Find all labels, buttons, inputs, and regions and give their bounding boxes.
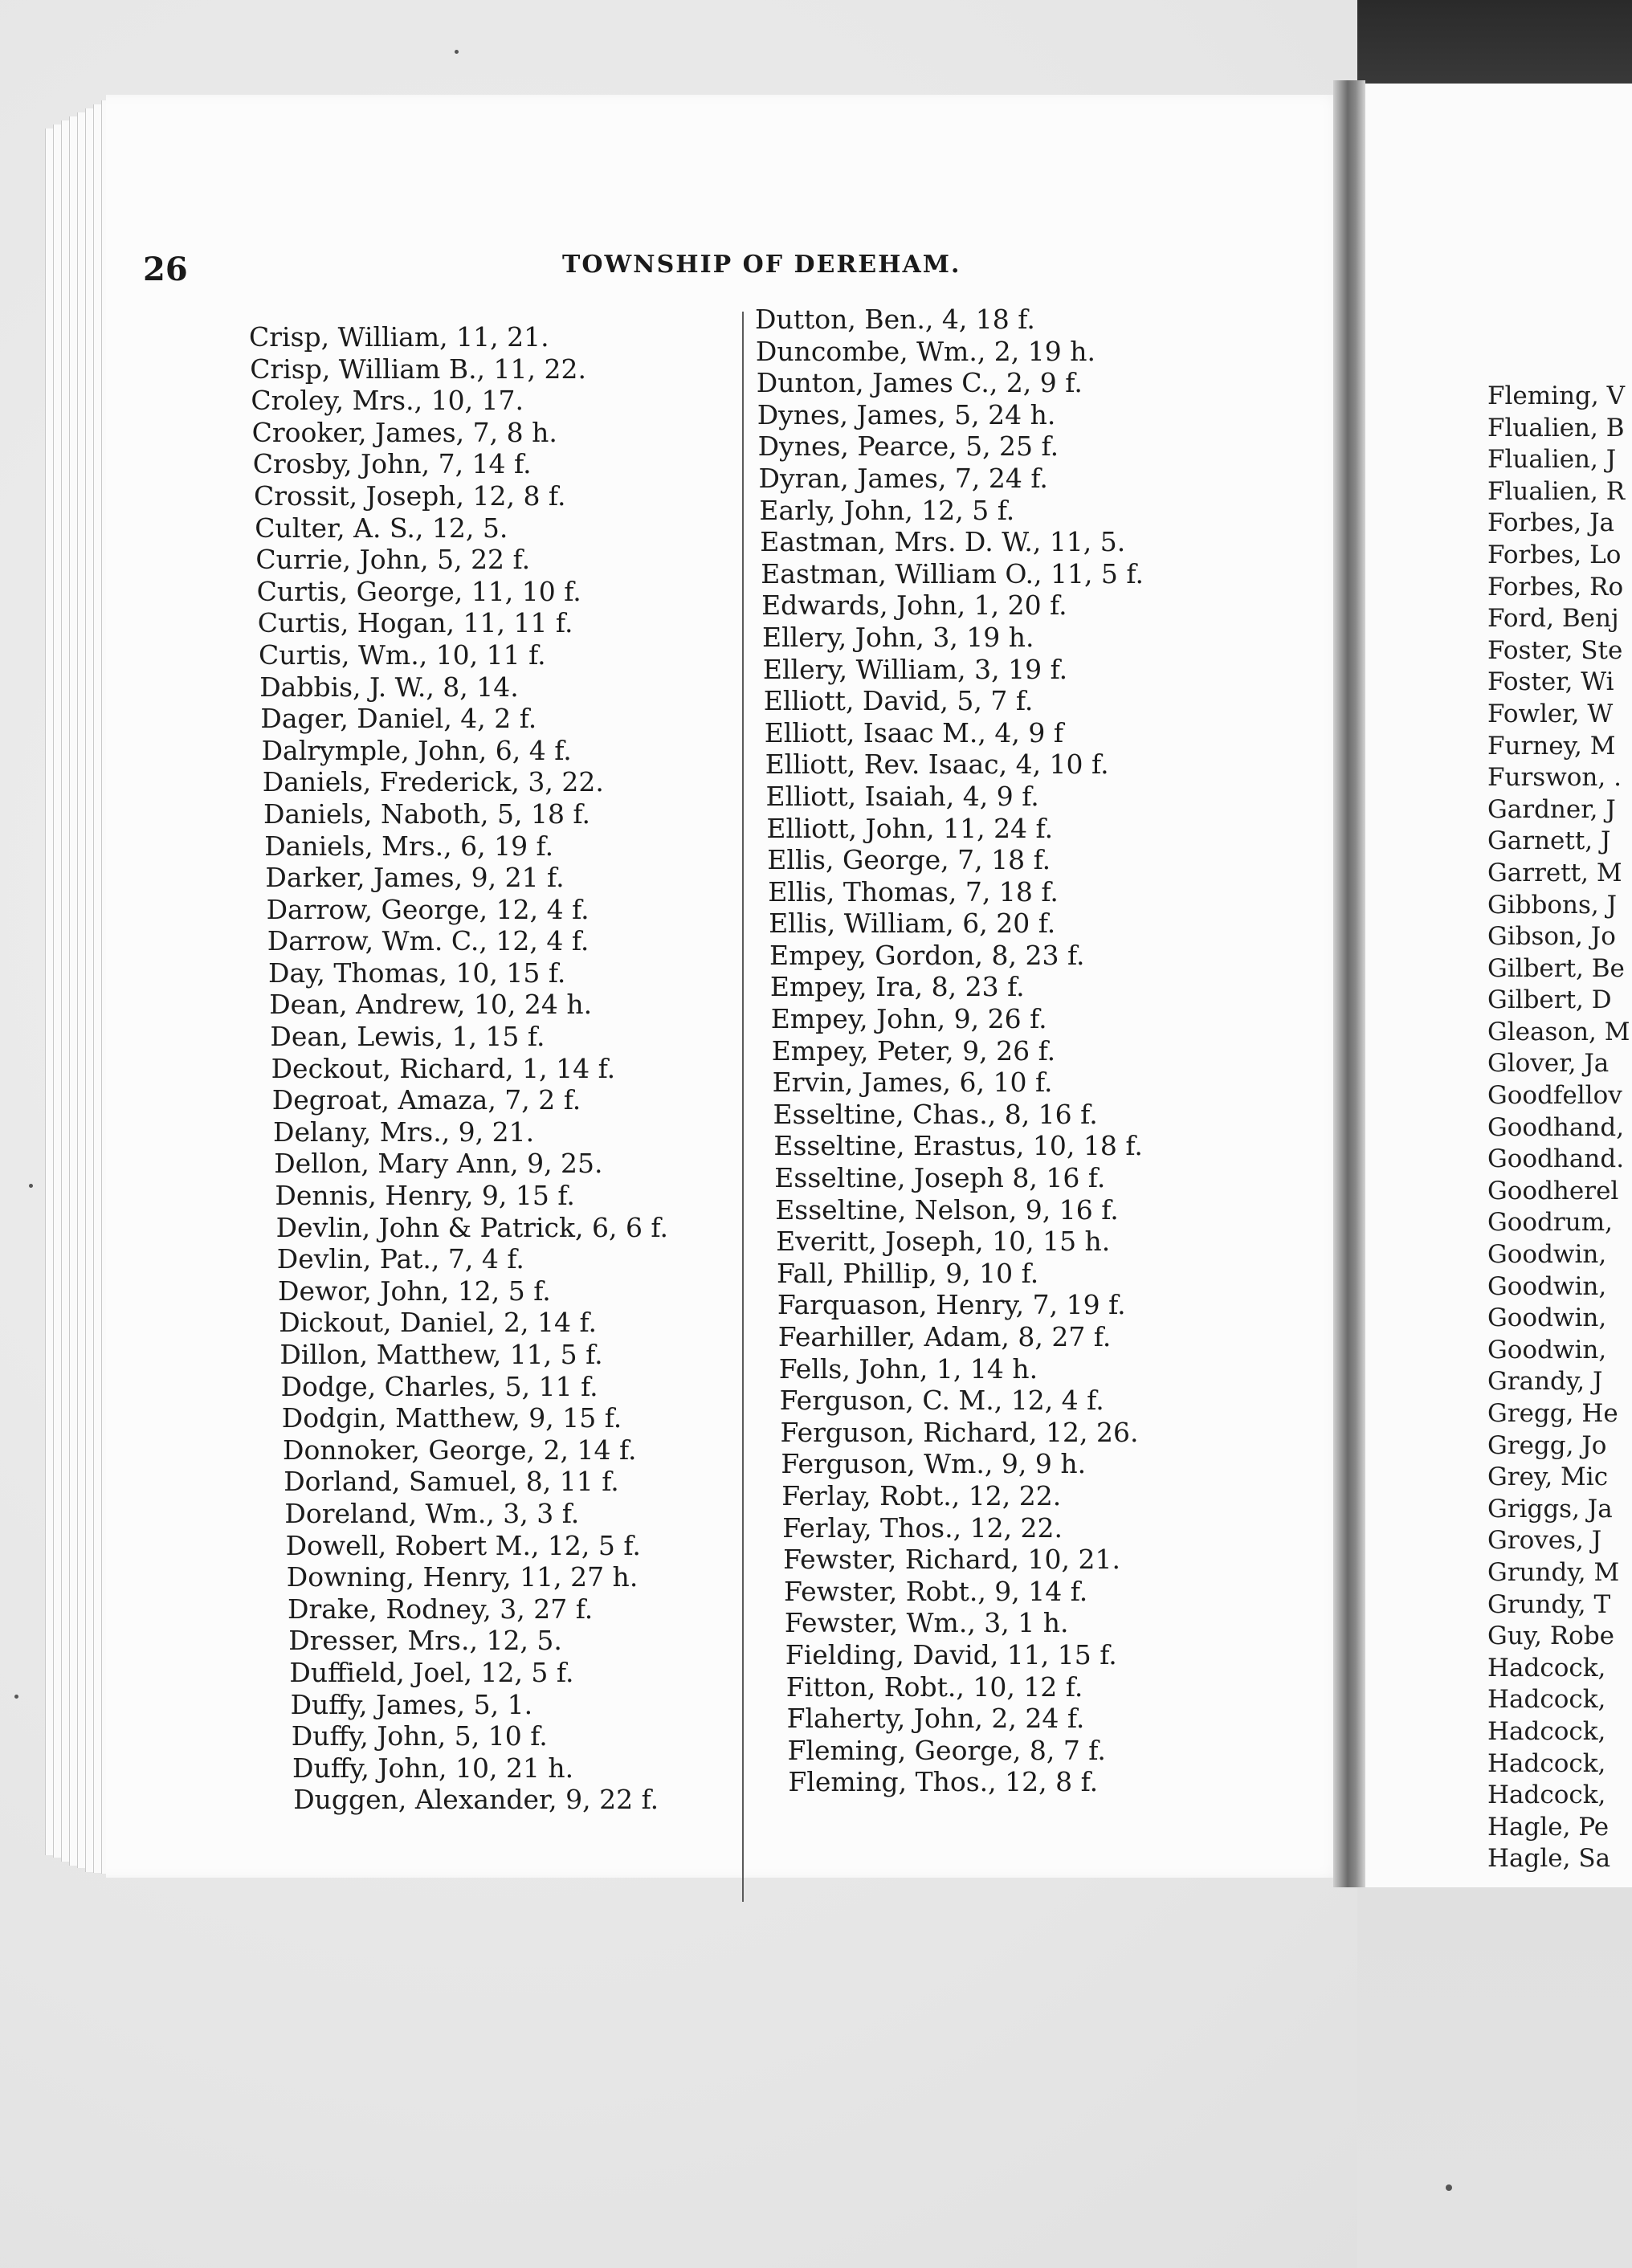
- directory-entry: Groves, J: [1487, 1526, 1602, 1556]
- directory-entry: Ferguson, C. M., 12, 4 f.: [779, 1385, 1104, 1417]
- directory-entry: Farquason, Henry, 7, 19 f.: [777, 1289, 1126, 1321]
- directory-entry: Garnett, J: [1487, 826, 1611, 856]
- directory-entry: Flaherty, John, 2, 24 f.: [786, 1703, 1085, 1735]
- directory-entry: Ellis, Thomas, 7, 18 f.: [768, 875, 1059, 908]
- directory-entry: Duffield, Joel, 12, 5 f.: [289, 1656, 574, 1688]
- directory-entry: Foster, Ste: [1487, 635, 1623, 665]
- directory-entry: Currie, John, 5, 22 f.: [255, 544, 531, 576]
- directory-entry: Daniels, Naboth, 5, 18 f.: [263, 797, 590, 830]
- directory-entry: Early, John, 12, 5 f.: [759, 494, 1015, 526]
- directory-column-3: [1487, 381, 1630, 1875]
- directory-entry: Duffy, James, 5, 1.: [290, 1688, 533, 1720]
- directory-entry: Furswon, .: [1487, 763, 1622, 793]
- directory-entry: Fall, Phillip, 9, 10 f.: [777, 1257, 1039, 1289]
- directory-entry: Grandy, J: [1487, 1367, 1603, 1397]
- directory-entry: Ferguson, Richard, 12, 26.: [780, 1416, 1139, 1448]
- directory-entry: Forbes, Ja: [1487, 508, 1615, 538]
- directory-entry: Goodwin,: [1487, 1335, 1607, 1364]
- directory-entry: Elliott, Isaiah, 4, 9 f.: [765, 780, 1039, 812]
- scan-speck: [29, 1184, 33, 1188]
- directory-entry: Duffy, John, 10, 21 h.: [292, 1752, 574, 1784]
- directory-entry: Fearhiller, Adam, 8, 27 f.: [777, 1321, 1112, 1352]
- directory-entry: Griggs, Ja: [1487, 1494, 1613, 1524]
- directory-entry: Goodfellov: [1487, 1081, 1622, 1111]
- directory-entry: Darrow, Wm. C., 12, 4 f.: [267, 925, 590, 957]
- directory-column-1: [249, 321, 668, 1816]
- running-header: TOWNSHIP OF DEREHAM.: [562, 251, 961, 279]
- directory-entry: Dickout, Daniel, 2, 14 f.: [279, 1307, 598, 1339]
- directory-entry: Empey, Gordon, 8, 23 f.: [769, 939, 1085, 971]
- directory-entry: Fleming, V: [1487, 381, 1625, 410]
- directory-entry: Flualien, B: [1487, 413, 1625, 443]
- directory-entry: Dillon, Matthew, 11, 5 f.: [279, 1339, 603, 1370]
- directory-entry: Elliott, David, 5, 7 f.: [763, 685, 1034, 717]
- directory-entry: Empey, Peter, 9, 26 f.: [771, 1034, 1056, 1067]
- directory-entry: Dellon, Mary Ann, 9, 25.: [274, 1148, 603, 1180]
- directory-entry: Crosby, John, 7, 14 f.: [252, 448, 532, 480]
- directory-entry: Goodhand,: [1487, 1112, 1625, 1142]
- directory-entry: Elliott, Isaac M., 4, 9 f: [764, 716, 1064, 749]
- directory-entry: Daniels, Mrs., 6, 19 f.: [264, 830, 554, 862]
- directory-entry: Dresser, Mrs., 12, 5.: [288, 1625, 562, 1657]
- directory-entry: Hadcock,: [1487, 1781, 1606, 1810]
- directory-entry: Devlin, John & Patrick, 6, 6 f.: [275, 1211, 668, 1243]
- directory-entry: Eastman, Mrs. D. W., 11, 5.: [760, 526, 1126, 558]
- directory-entry: Ellery, William, 3, 19 f.: [762, 653, 1068, 685]
- directory-entry: Drake, Rodney, 3, 27 f.: [288, 1593, 594, 1625]
- directory-entry: Ellery, John, 3, 19 h.: [762, 621, 1034, 653]
- directory-entry: Eastman, William O., 11, 5 f.: [761, 557, 1144, 589]
- directory-entry: Crossit, Joseph, 12, 8 f.: [254, 479, 566, 512]
- directory-entry: Curtis, George, 11, 10 f.: [256, 575, 581, 607]
- directory-entry: Fewster, Wm., 3, 1 h.: [784, 1607, 1069, 1639]
- directory-entry: Delany, Mrs., 9, 21.: [273, 1116, 535, 1148]
- directory-entry: Duffy, John, 5, 10 f.: [291, 1720, 548, 1752]
- directory-entry: Dunton, James C., 2, 9 f.: [756, 367, 1083, 399]
- directory-entry: Downing, Henry, 11, 27 h.: [286, 1561, 639, 1593]
- directory-entry: Ervin, James, 6, 10 f.: [772, 1067, 1053, 1099]
- directory-entry: Garrett, M: [1487, 858, 1622, 887]
- directory-entry: Dean, Andrew, 10, 24 h.: [269, 989, 593, 1021]
- directory-entry: Dewor, John, 12, 5 f.: [278, 1275, 551, 1307]
- directory-entry: Empey, Ira, 8, 23 f.: [769, 971, 1025, 1003]
- directory-entry: Dowell, Robert M., 12, 5 f.: [285, 1529, 641, 1561]
- scan-speck: [14, 1695, 18, 1699]
- directory-entry: Goodwin,: [1487, 1303, 1607, 1333]
- directory-entry: Fleming, George, 8, 7 f.: [787, 1734, 1106, 1766]
- directory-entry: Dutton, Ben., 4, 18 f.: [755, 304, 1035, 335]
- right-page: [1365, 84, 1632, 1887]
- column-divider: [742, 312, 744, 1902]
- directory-entry: Hadcock,: [1487, 1653, 1606, 1683]
- directory-entry: Grundy, M: [1487, 1557, 1620, 1587]
- directory-entry: Gregg, He: [1487, 1399, 1618, 1428]
- directory-entry: Hadcock,: [1487, 1685, 1606, 1715]
- directory-entry: Gregg, Jo: [1487, 1430, 1607, 1460]
- directory-entry: Dabbis, J. W., 8, 14.: [259, 671, 519, 703]
- page-number: 26: [143, 251, 188, 288]
- directory-entry: Esseltine, Joseph 8, 16 f.: [774, 1162, 1106, 1194]
- directory-entry: Hadcock,: [1487, 1716, 1606, 1746]
- directory-entry: Gilbert, Be: [1487, 953, 1625, 983]
- directory-entry: Hagle, Pe: [1487, 1812, 1610, 1842]
- directory-entry: Darker, James, 9, 21 f.: [265, 862, 565, 894]
- directory-entry: Fielding, David, 11, 15 f.: [785, 1638, 1117, 1670]
- directory-entry: Gibson, Jo: [1487, 922, 1616, 952]
- directory-entry: Flualien, J: [1487, 445, 1617, 475]
- directory-entry: Doreland, Wm., 3, 3 f.: [284, 1497, 580, 1529]
- directory-entry: Goodrum,: [1487, 1208, 1613, 1238]
- scan-speck: [455, 50, 459, 54]
- directory-entry: Dorland, Samuel, 8, 11 f.: [284, 1466, 619, 1498]
- directory-entry: Goodhand.: [1487, 1144, 1625, 1174]
- directory-entry: Gilbert, D: [1487, 985, 1612, 1015]
- directory-entry: Ellis, William, 6, 20 f.: [769, 908, 1056, 940]
- directory-entry: Dennis, Henry, 9, 15 f.: [275, 1180, 575, 1212]
- directory-entry: Foster, Wi: [1487, 667, 1614, 697]
- directory-entry: Ferlay, Robt., 12, 22.: [781, 1479, 1062, 1511]
- directory-entry: Fleming, Thos., 12, 8 f.: [788, 1766, 1099, 1798]
- directory-entry: Ferguson, Wm., 9, 9 h.: [781, 1448, 1087, 1480]
- directory-entry: Duggen, Alexander, 9, 22 f.: [293, 1784, 659, 1816]
- directory-entry: Dyran, James, 7, 24 f.: [758, 462, 1048, 494]
- directory-entry: Hadcock,: [1487, 1748, 1606, 1778]
- directory-entry: Guy, Robe: [1487, 1621, 1615, 1651]
- directory-entry: Furney, M: [1487, 731, 1616, 761]
- directory-entry: Dager, Daniel, 4, 2 f.: [260, 703, 537, 735]
- directory-entry: Goodwin,: [1487, 1240, 1607, 1270]
- directory-entry: Curtis, Wm., 10, 11 f.: [259, 638, 546, 671]
- directory-entry: Ferlay, Thos., 12, 22.: [782, 1511, 1063, 1544]
- directory-entry: Forbes, Ro: [1487, 572, 1624, 602]
- directory-entry: Daniels, Frederick, 3, 22.: [262, 766, 604, 798]
- directory-entry: Culter, A. S., 12, 5.: [255, 512, 508, 544]
- directory-entry: Crisp, William B., 11, 22.: [250, 353, 586, 385]
- directory-entry: Deckout, Richard, 1, 14 f.: [271, 1052, 616, 1084]
- directory-entry: Fowler, W: [1487, 699, 1614, 728]
- directory-entry: Everitt, Joseph, 10, 15 h.: [776, 1226, 1111, 1258]
- directory-entry: Gleason, M: [1487, 1017, 1630, 1046]
- directory-entry: Day, Thomas, 10, 15 f.: [268, 957, 566, 989]
- directory-entry: Forbes, Lo: [1487, 540, 1622, 569]
- directory-entry: Fells, John, 1, 14 h.: [778, 1352, 1038, 1385]
- directory-entry: Grundy, T: [1487, 1589, 1611, 1619]
- directory-entry: Elliott, John, 11, 24 f.: [766, 812, 1054, 844]
- directory-entry: Ellis, George, 7, 18 f.: [767, 844, 1051, 876]
- directory-entry: Dynes, James, 5, 24 h.: [757, 398, 1056, 430]
- directory-entry: Goodwin,: [1487, 1271, 1607, 1301]
- scan-speck: [1446, 2184, 1452, 2191]
- directory-entry: Crisp, William, 11, 21.: [249, 321, 549, 353]
- book-gutter: [1333, 80, 1365, 1887]
- directory-entry: Esseltine, Chas., 8, 16 f.: [773, 1098, 1098, 1130]
- directory-entry: Darrow, George, 12, 4 f.: [266, 893, 590, 925]
- directory-entry: Dodgin, Matthew, 9, 15 f.: [281, 1402, 622, 1434]
- directory-entry: Dodge, Charles, 5, 11 f.: [280, 1370, 598, 1402]
- directory-entry: Duncombe, Wm., 2, 19 h.: [755, 335, 1096, 367]
- directory-entry: Fewster, Richard, 10, 21.: [783, 1544, 1120, 1576]
- directory-entry: Goodherel: [1487, 1176, 1619, 1205]
- directory-entry: Glover, Ja: [1487, 1049, 1610, 1079]
- directory-entry: Donnoker, George, 2, 14 f.: [283, 1434, 637, 1466]
- directory-entry: Curtis, Hogan, 11, 11 f.: [257, 607, 573, 639]
- directory-entry: Grey, Mic: [1487, 1462, 1609, 1492]
- directory-entry: Gibbons, J: [1487, 890, 1618, 920]
- directory-entry: Flualien, R: [1487, 476, 1626, 506]
- directory-entry: Devlin, Pat., 7, 4 f.: [276, 1243, 524, 1275]
- directory-entry: Dean, Lewis, 1, 15 f.: [270, 1021, 545, 1053]
- directory-entry: Esseltine, Erastus, 10, 18 f.: [773, 1130, 1143, 1162]
- directory-entry: Croley, Mrs., 10, 17.: [251, 385, 524, 417]
- directory-entry: Hagle, Sa: [1487, 1844, 1611, 1874]
- directory-entry: Empey, John, 9, 26 f.: [770, 1003, 1047, 1035]
- directory-entry: Elliott, Rev. Isaac, 4, 10 f.: [765, 749, 1109, 781]
- directory-entry: Fitton, Robt., 10, 12 f.: [785, 1670, 1083, 1703]
- directory-entry: Dalrymple, John, 6, 4 f.: [261, 734, 572, 766]
- directory-entry: Crooker, James, 7, 8 h.: [251, 416, 557, 448]
- directory-column-2: [755, 304, 1144, 1798]
- directory-entry: Ford, Benj: [1487, 604, 1619, 634]
- directory-entry: Degroat, Amaza, 7, 2 f.: [271, 1084, 581, 1116]
- directory-entry: Dynes, Pearce, 5, 25 f.: [757, 430, 1059, 463]
- directory-entry: Edwards, John, 1, 20 f.: [761, 589, 1067, 622]
- directory-entry: Esseltine, Nelson, 9, 16 f.: [775, 1193, 1119, 1226]
- directory-entry: Gardner, J: [1487, 794, 1616, 824]
- directory-entry: Fewster, Robt., 9, 14 f.: [784, 1575, 1088, 1607]
